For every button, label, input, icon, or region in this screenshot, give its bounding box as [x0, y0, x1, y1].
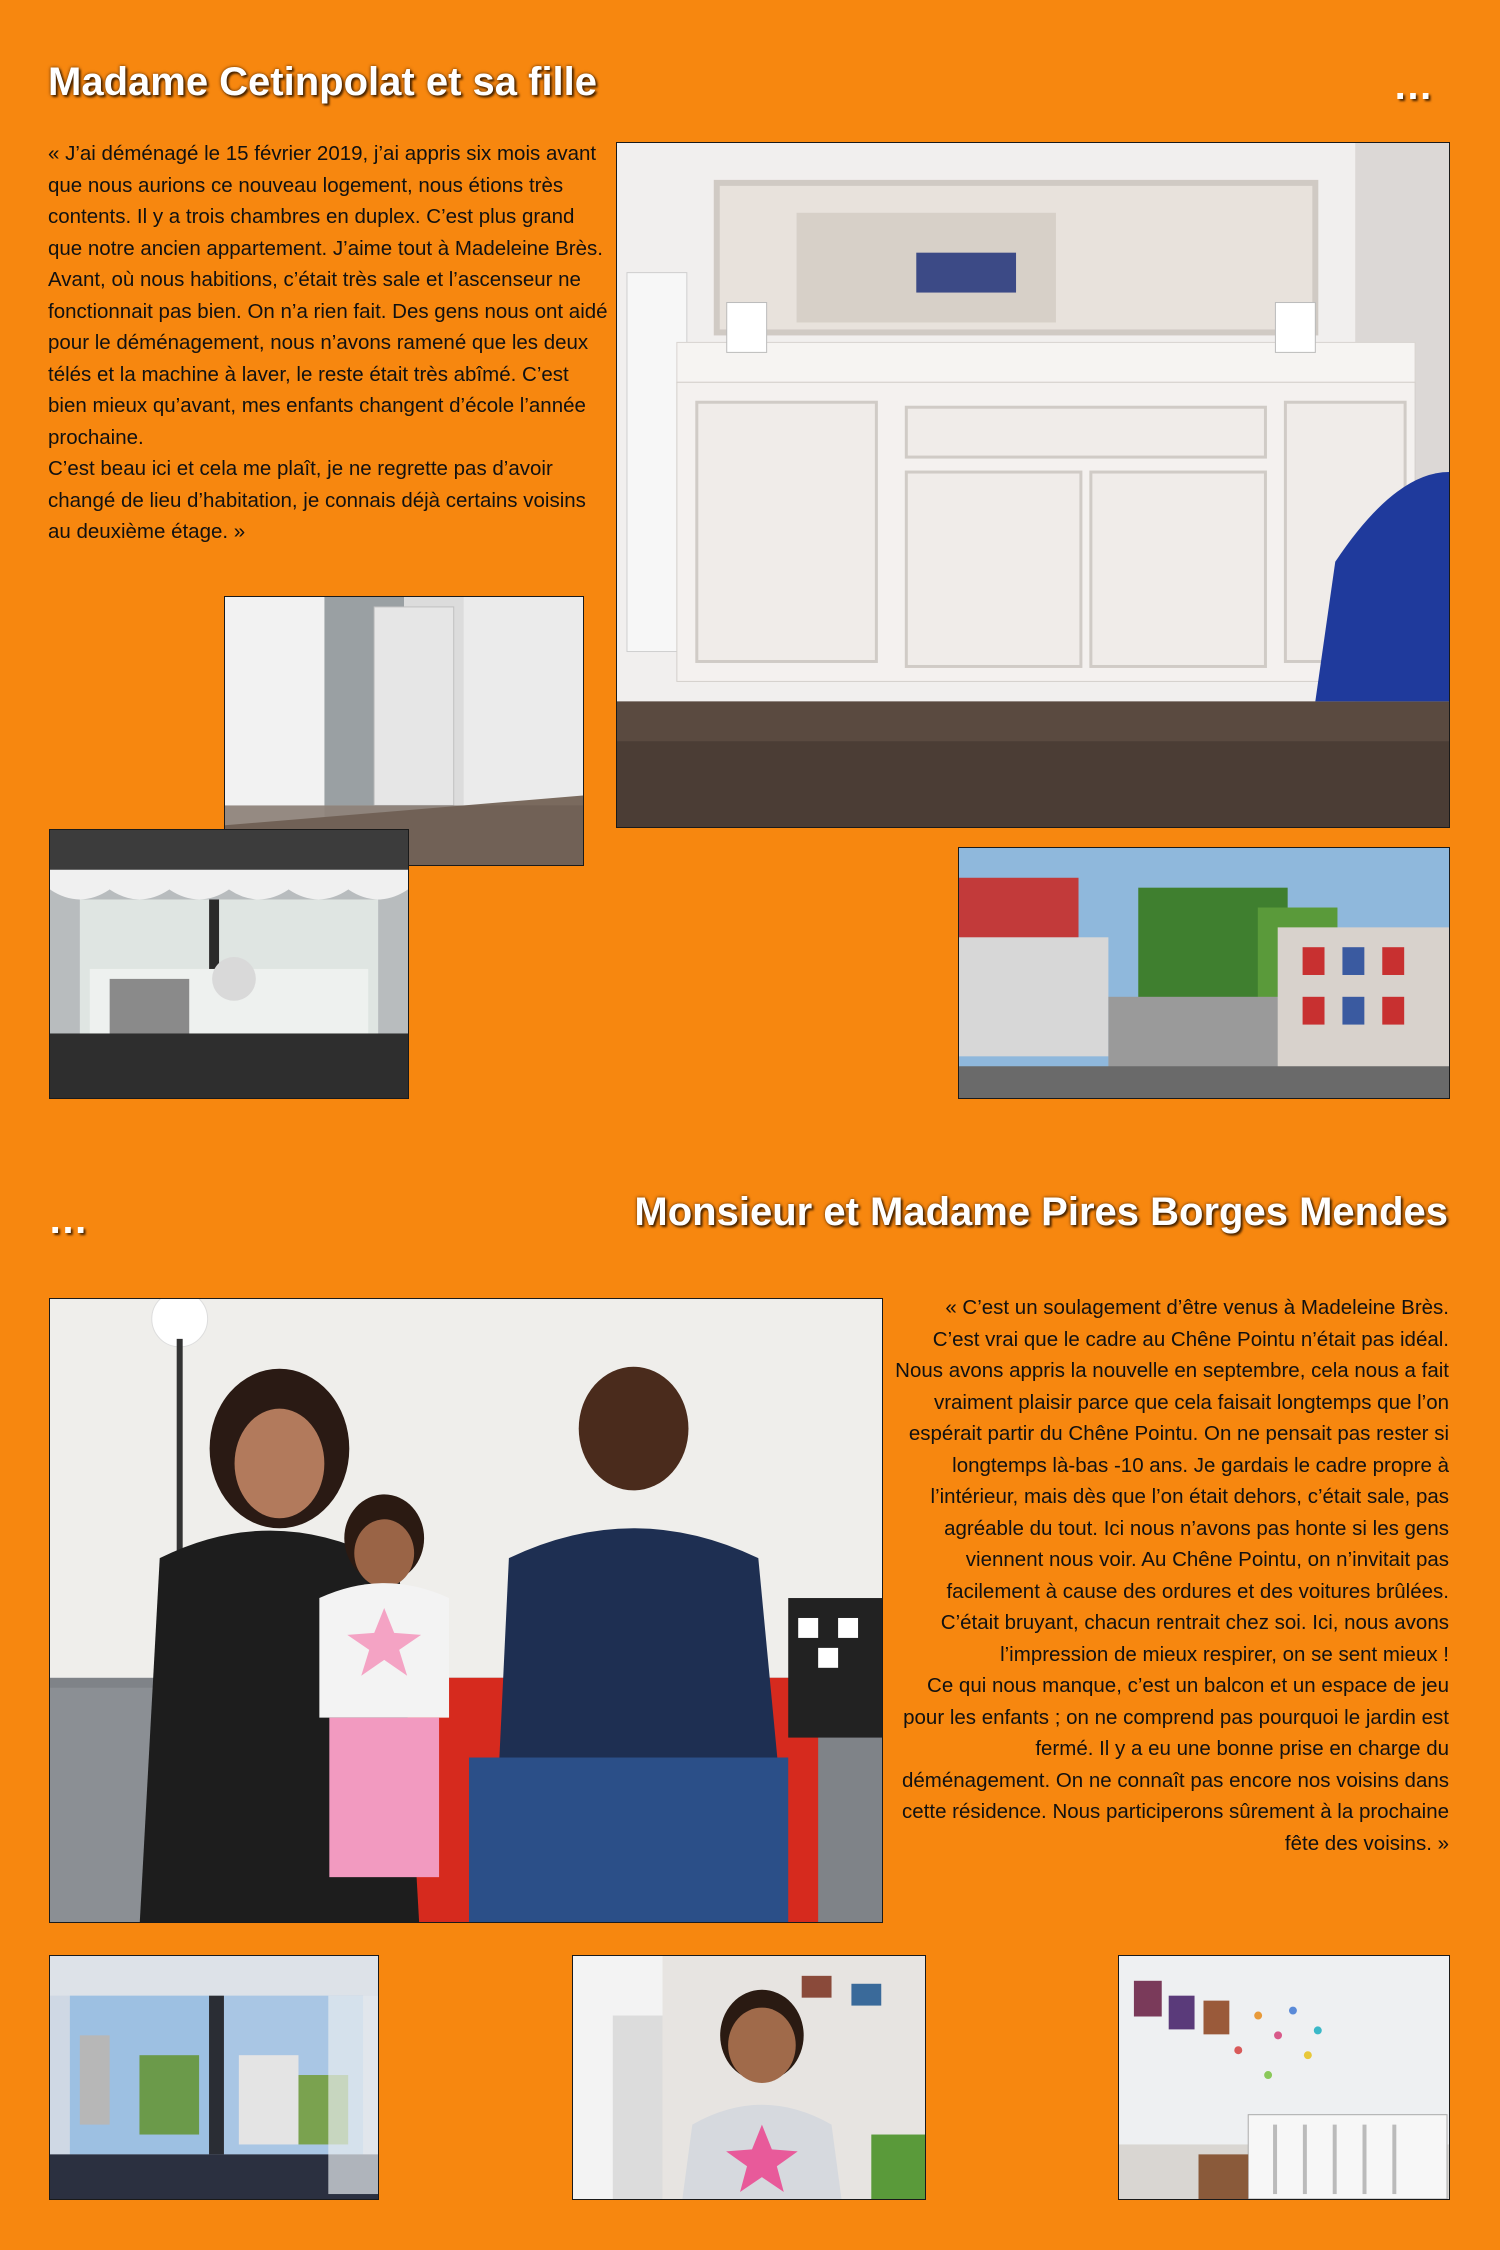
- photo-nursery: [1118, 1955, 1450, 2200]
- section2-ellipsis: …: [48, 1198, 88, 1242]
- section1-paragraph-2: C’est beau ici et cela me plaît, je ne regrette pas d’avoir changé de lieu d’habitation, je connais déjà certains voisins au deuxième étage. »: [48, 457, 586, 543]
- section2-paragraph-2: Ce qui nous manque, c’est un balcon et un espace de jeu pour les enfants ; on ne comprend pas pourquoi le jardin est fermé. Il y a eu une bonne prise en charge du déménagement. On ne connaît pas encore nos voisins dans cette résidence. Nous participerons sûrement à la prochaine fête des voisins. »: [901, 1674, 1449, 1855]
- section2-quote: [893, 1292, 1449, 1859]
- photo-sideboard: [616, 142, 1450, 828]
- section1-paragraph-1: « J’ai déménagé le 15 février 2019, j’ai appris six mois avant que nous aurions ce nouveau logement, nous étions très contents. Il y a trois chambres en duplex. C’est plus grand que notre ancien appartement. J’aime tout à Madeleine Brès. Avant, où nous habitions, c’était très sale et l’ascenseur ne fonctionnait pas bien. On n’a rien fait. Des gens nous ont aidé pour le déménagement, nous n’avons ramené que les deux télés et la machine à laver, le reste était très abîmé. C’est bien mieux qu’avant, mes enfants changent d’école l’année prochaine.: [48, 142, 608, 449]
- section1-ellipsis: …: [1393, 64, 1433, 108]
- photo-hallway: [224, 596, 584, 866]
- photo-family: [49, 1298, 883, 1923]
- section2-paragraph-1: « C’est un soulagement d’être venus à Madeleine Brès. C’est vrai que le cadre au Chêne Pointu n’était pas idéal. Nous avons appris la nouvelle en septembre, cela nous a fait vraiment plaisir parce que cela faisait longtemps que l’on espérait partir du Chêne Pointu. On ne pensait pas rester si longtemps là-bas -10 ans. Je gardais le cadre propre à l’intérieur, mais dès que l’on était dehors, c’était sale, pas agréable du tout. Ici nous n’avons pas honte si les gens viennent nous voir. Au Chêne Pointu, on n’invitait pas facilement à cause des ordures et des voitures brûlées. C’était bruyant, chacun rentrait chez soi. Ici, nous avons l’impression de mieux respirer, on se sent mieux !: [895, 1296, 1449, 1666]
- section1-title: Madame Cetinpolat et sa fille: [48, 60, 598, 104]
- photo-exterior-buildings: [958, 847, 1450, 1099]
- section1-quote: [48, 138, 608, 548]
- photo-child: [572, 1955, 926, 2200]
- photo-window-view: [49, 1955, 379, 2200]
- section2-title: Monsieur et Madame Pires Borges Mendes: [634, 1190, 1448, 1234]
- photo-balcony-window: [49, 829, 409, 1099]
